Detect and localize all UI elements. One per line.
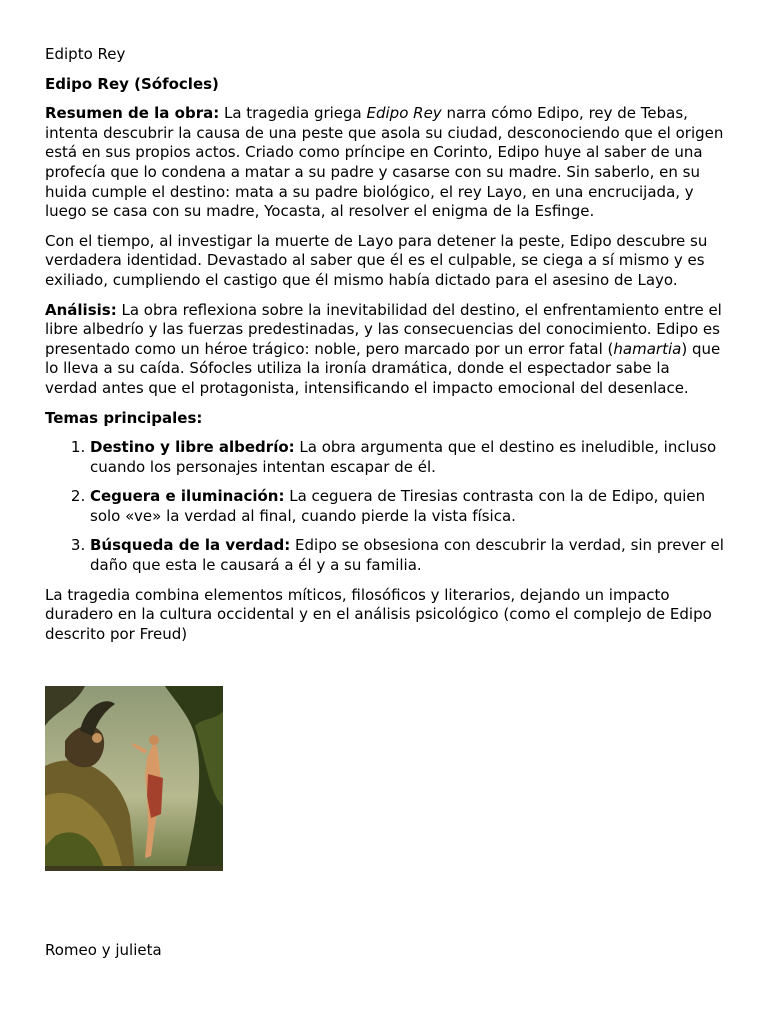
- theme-item: [90, 536, 725, 575]
- summary-text-post: narra cómo Edipo, rey de Tebas, intenta descubrir la causa de una peste que asola su ciudad, desconociendo que el origen está en sus propios actos. Criado como príncipe en Corinto, Edipo huye al saber de una profecía que lo condena a matar a su padre y casarse con su madre. Sin saberlo, en su huida cumple el destino: mata a su padre biológico, el rey Layo, en una encrucijada, y luego se casa con su madre, Yocasta, al resolver el enigma de la Esfinge.: [45, 104, 724, 221]
- document-file-title: Edipto Rey: [45, 45, 126, 63]
- oedipus-sphinx-painting: [45, 686, 223, 871]
- oedipus-head: [149, 735, 159, 745]
- hamartia-term: hamartia: [613, 339, 682, 358]
- ground-edge: [45, 866, 223, 871]
- sphinx-head: [92, 733, 102, 743]
- identity-paragraph: Con el tiempo, al investigar la muerte de Layo para detener la peste, Edipo descubre su verdadera identidad. Devastado al saber que él es el culpable, se ciega a sí mismo y es exiliado, cumpliendo el castigo que él mismo había dictado para el asesino de Layo.: [45, 231, 708, 289]
- themes-heading: [45, 409, 725, 429]
- theme-item: [90, 438, 725, 477]
- theme-text: La obra argumenta que el destino es ineludible, incluso cuando los personajes intentan escapar de él.: [90, 438, 717, 476]
- theme-label: Búsqueda de la verdad:: [90, 536, 291, 555]
- analysis-paragraph: [45, 301, 725, 399]
- work-title: Edipo Rey: [366, 104, 442, 123]
- analysis-label: Análisis:: [45, 300, 117, 319]
- theme-text: Edipo se obsesiona con descubrir la verdad, sin prever el daño que esta le causará a él y a su familia.: [90, 536, 724, 575]
- theme-label: Ceguera e iluminación:: [90, 487, 285, 506]
- next-section-title: Romeo y julieta: [45, 941, 162, 959]
- summary-text-pre: La tragedia griega: [219, 104, 367, 123]
- analysis-text-post: ) que lo lleva a su caída. Sófocles utiliza la ironía dramática, donde el espectador sabe la verdad antes que el protagonista, intensificando el impacto emocional del desenlace.: [45, 339, 721, 397]
- themes-list: [45, 438, 725, 576]
- summary-paragraph: [45, 104, 725, 222]
- heading-text: Edipo Rey (Sófocles): [45, 74, 219, 93]
- document-heading: [45, 75, 725, 95]
- conclusion-paragraph: La tragedia combina elementos míticos, filosóficos y literarios, dejando un impacto duradero en la cultura occidental y en el análisis psicológico (como el complejo de Edipo descrito por Freud): [45, 585, 712, 643]
- summary-label: Resumen de la obra:: [45, 104, 220, 123]
- theme-text: La ceguera de Tiresias contrasta con la de Edipo, quien solo «ve» la verdad al final, cuando pierde la vista física.: [90, 487, 706, 525]
- theme-label: Destino y libre albedrío:: [90, 438, 295, 457]
- analysis-text-pre: La obra reflexiona sobre la inevitabilidad del destino, el enfrentamiento entre el libre albedrío y las fuerzas predestinadas, y las consecuencias del conocimiento. Edipo es presentado como un héroe trágico: noble, pero marcado por un error fatal (: [45, 300, 722, 358]
- document-body: [45, 45, 725, 654]
- themes-heading-text: Temas principales:: [45, 408, 203, 427]
- painting-svg: [45, 686, 223, 871]
- theme-item: [90, 487, 725, 526]
